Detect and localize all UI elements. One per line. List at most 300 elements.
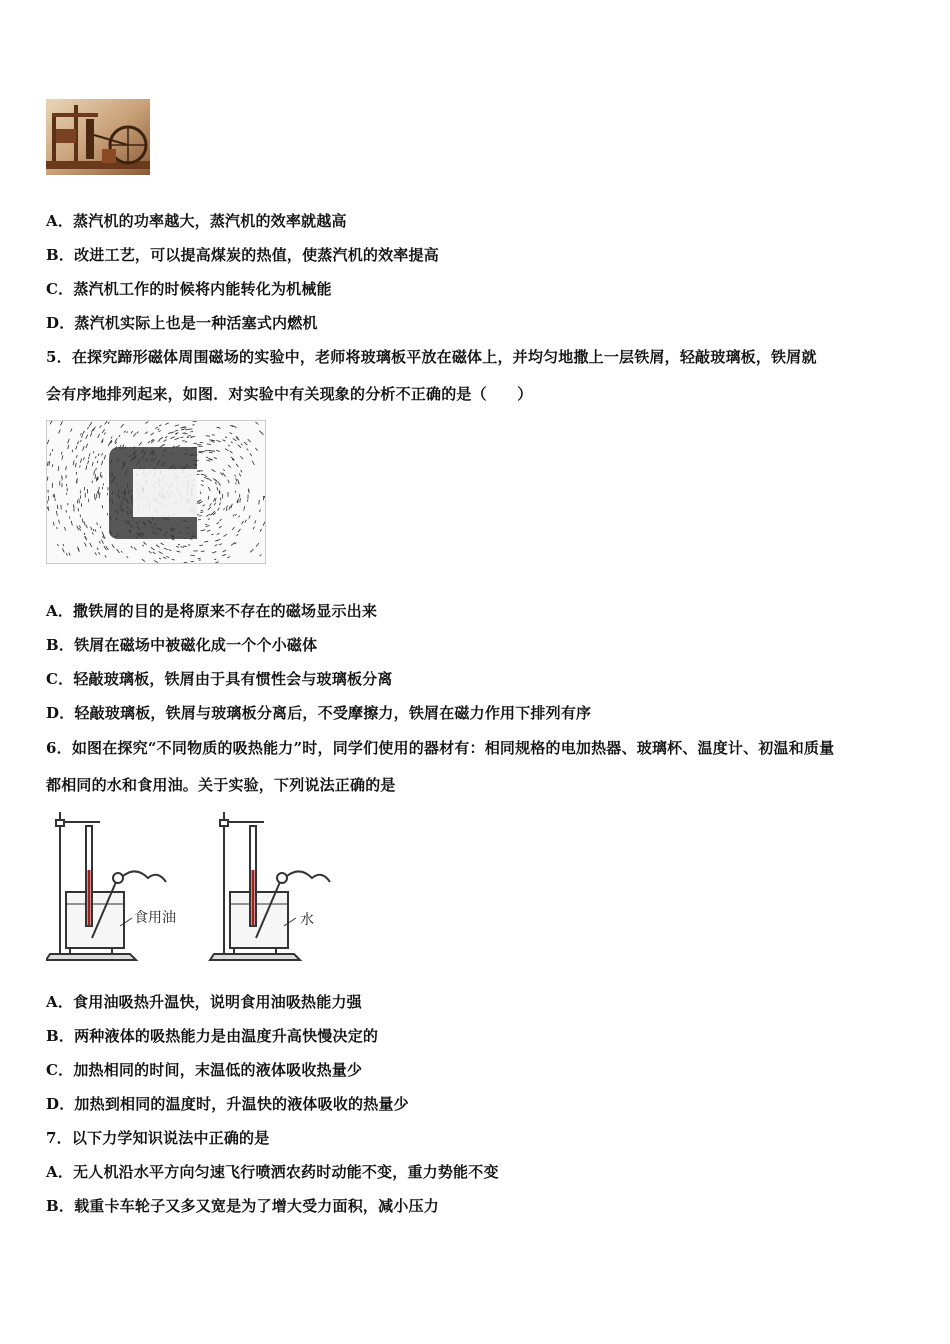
iron-filing bbox=[253, 527, 255, 530]
heating-apparatus-image bbox=[46, 808, 336, 966]
iron-filing bbox=[249, 515, 250, 518]
iron-filing bbox=[240, 456, 243, 459]
q5-option-b: B．铁屑在磁场中被磁化成一个个小磁体 bbox=[46, 636, 318, 654]
iron-filing bbox=[176, 433, 179, 434]
iron-filing bbox=[84, 533, 85, 535]
iron-filing bbox=[97, 548, 98, 550]
iron-filing bbox=[97, 461, 98, 463]
iron-filing bbox=[215, 562, 218, 563]
iron-filing bbox=[260, 509, 261, 512]
iron-filing bbox=[104, 455, 106, 459]
iron-filing bbox=[57, 527, 58, 529]
iron-filing bbox=[88, 457, 89, 459]
q6-option-c: C．加热相同的时间，末温低的液体吸收热量少 bbox=[46, 1061, 363, 1079]
iron-filing bbox=[227, 556, 230, 558]
iron-filing bbox=[207, 444, 211, 445]
iron-filing bbox=[159, 430, 161, 431]
iron-filing bbox=[90, 433, 92, 436]
iron-filing bbox=[208, 487, 210, 491]
iron-filing bbox=[244, 506, 245, 510]
iron-filing bbox=[169, 550, 172, 551]
iron-filing bbox=[248, 439, 251, 442]
iron-filing bbox=[158, 440, 160, 442]
iron-filing bbox=[250, 453, 252, 456]
iron-filing bbox=[220, 519, 222, 521]
iron-filing bbox=[208, 519, 210, 520]
iron-filing bbox=[103, 536, 104, 538]
iron-filing bbox=[142, 545, 144, 547]
iron-filing bbox=[102, 429, 104, 433]
iron-filing bbox=[172, 559, 175, 560]
q4-option-d: D．蒸汽机实际上也是一种活塞式内燃机 bbox=[46, 314, 318, 332]
iron-filing bbox=[164, 548, 167, 550]
iron-filing bbox=[99, 552, 101, 554]
iron-filing bbox=[71, 429, 73, 432]
iron-filing bbox=[95, 474, 96, 479]
iron-filing bbox=[252, 461, 254, 465]
iron-filing bbox=[139, 442, 142, 446]
iron-filing bbox=[201, 485, 204, 486]
iron-filing bbox=[95, 529, 96, 531]
iron-filing bbox=[104, 432, 105, 434]
q4-option-b: B．改进工艺，可以提高煤炭的热值，使蒸汽机的效率提高 bbox=[46, 246, 439, 264]
iron-filing bbox=[235, 475, 236, 477]
iron-filing bbox=[216, 440, 220, 442]
iron-filing bbox=[176, 551, 180, 552]
iron-filing bbox=[92, 462, 93, 466]
iron-filing bbox=[93, 451, 94, 453]
iron-filing bbox=[49, 461, 50, 466]
iron-filing bbox=[105, 421, 107, 424]
iron-filing bbox=[115, 438, 118, 442]
iron-filing bbox=[200, 492, 201, 494]
iron-filing bbox=[119, 435, 120, 437]
iron-filing bbox=[259, 430, 262, 432]
water-label: 水 bbox=[300, 912, 314, 928]
iron-filing bbox=[219, 544, 222, 545]
q5-stem-line2: 会有序地排列起来，如图．对实验中有关现象的分析不正确的是（ ） bbox=[46, 385, 533, 403]
iron-filing bbox=[48, 506, 49, 510]
iron-filing bbox=[86, 444, 88, 448]
iron-filing bbox=[83, 446, 85, 451]
iron-filing bbox=[90, 543, 92, 547]
iron-filing bbox=[105, 555, 106, 557]
iron-filing bbox=[59, 520, 60, 524]
iron-filing bbox=[212, 435, 215, 436]
iron-filing bbox=[163, 557, 166, 558]
iron-filing bbox=[236, 464, 238, 467]
iron-filing bbox=[95, 456, 96, 458]
iron-filing bbox=[161, 543, 164, 545]
iron-filing bbox=[260, 529, 261, 532]
iron-filing bbox=[102, 505, 103, 508]
iron-filing bbox=[240, 498, 241, 502]
iron-filing bbox=[92, 532, 93, 534]
iron-filing bbox=[236, 438, 239, 440]
iron-filing bbox=[213, 478, 215, 480]
iron-filing bbox=[183, 546, 186, 547]
iron-filing bbox=[178, 544, 180, 545]
iron-filing bbox=[83, 457, 84, 460]
iron-filing bbox=[121, 551, 122, 553]
iron-filing bbox=[222, 554, 226, 556]
iron-filing bbox=[255, 520, 256, 523]
iron-filing bbox=[133, 433, 136, 437]
iron-filing bbox=[80, 528, 81, 531]
iron-filing bbox=[73, 461, 74, 466]
iron-filing bbox=[230, 433, 233, 434]
iron-filing bbox=[84, 521, 85, 525]
q6-option-b: B．两种液体的吸热能力是由温度升高快慢决定的 bbox=[46, 1027, 379, 1045]
iron-filing bbox=[61, 452, 62, 455]
q6-option-a: A．食用油吸热升温快，说明食用油吸热能力强 bbox=[46, 993, 362, 1011]
iron-filing bbox=[238, 529, 241, 532]
iron-filing bbox=[182, 427, 186, 428]
iron-filing bbox=[72, 450, 73, 453]
iron-filing bbox=[206, 525, 210, 527]
magnet-filings-image bbox=[46, 420, 266, 564]
iron-filing bbox=[235, 514, 236, 516]
iron-filing bbox=[185, 429, 189, 430]
iron-filing bbox=[97, 522, 98, 525]
iron-filing bbox=[209, 452, 213, 453]
iron-filing bbox=[126, 431, 127, 433]
iron-filing bbox=[216, 450, 219, 452]
iron-filing bbox=[56, 511, 57, 516]
iron-filing bbox=[228, 445, 230, 446]
iron-filing bbox=[63, 544, 64, 546]
iron-filing bbox=[62, 548, 64, 552]
iron-filing bbox=[171, 432, 174, 433]
iron-filing bbox=[86, 435, 88, 439]
iron-filing bbox=[233, 514, 234, 516]
iron-filing bbox=[216, 522, 218, 524]
iron-filing bbox=[145, 432, 147, 434]
q6-stem-line1: 6．如图在探究“不同物质的吸热能力”时，同学们使用的器材有：相同规格的电加热器、玻璃杯、温度计、初温和质量 bbox=[46, 739, 835, 757]
iron-filing bbox=[263, 522, 265, 526]
iron-filing bbox=[68, 439, 70, 444]
iron-filing bbox=[255, 448, 257, 451]
iron-filing bbox=[112, 544, 114, 548]
iron-filing bbox=[225, 437, 227, 438]
iron-filing bbox=[215, 479, 217, 482]
iron-filing bbox=[111, 436, 112, 438]
iron-filing bbox=[180, 437, 183, 438]
iron-filing bbox=[202, 505, 204, 507]
iron-filing bbox=[137, 432, 139, 434]
iron-filing bbox=[154, 561, 158, 563]
iron-filing bbox=[201, 510, 203, 511]
iron-filing bbox=[199, 516, 202, 517]
iron-filing bbox=[127, 556, 129, 558]
q5-option-d: D．轻敲玻璃板，铁屑与玻璃板分离后，不受摩擦力，铁屑在磁力作用下排列有序 bbox=[46, 704, 592, 722]
iron-filing bbox=[201, 480, 204, 481]
q7-option-a: A．无人机沿水平方向匀速飞行喷洒农药时动能不变，重力势能不变 bbox=[46, 1163, 499, 1181]
iron-filing bbox=[82, 519, 83, 523]
iron-filing bbox=[231, 504, 232, 508]
iron-filing bbox=[93, 529, 94, 531]
iron-filing bbox=[225, 449, 229, 451]
iron-filing bbox=[62, 455, 63, 459]
iron-filing bbox=[236, 436, 239, 438]
iron-filing bbox=[212, 451, 215, 452]
iron-filing bbox=[233, 438, 237, 440]
iron-filing bbox=[99, 541, 100, 543]
iron-filing bbox=[245, 520, 247, 523]
iron-filing bbox=[124, 431, 126, 433]
iron-filing bbox=[88, 460, 89, 464]
iron-filing bbox=[151, 547, 155, 550]
iron-filing bbox=[204, 477, 208, 479]
iron-filing bbox=[165, 436, 168, 437]
iron-filing bbox=[185, 441, 187, 442]
iron-filing bbox=[165, 423, 168, 425]
iron-filing bbox=[102, 453, 103, 455]
iron-filing bbox=[238, 479, 239, 483]
iron-filing bbox=[215, 482, 216, 484]
iron-filing bbox=[224, 508, 225, 510]
iron-filing bbox=[121, 424, 124, 428]
iron-filing bbox=[76, 455, 77, 458]
iron-filing bbox=[123, 444, 124, 446]
iron-filing bbox=[86, 465, 87, 470]
iron-filing bbox=[159, 437, 163, 440]
iron-filing bbox=[144, 542, 146, 544]
iron-filing bbox=[223, 550, 227, 552]
iron-filing bbox=[80, 433, 81, 435]
iron-filing bbox=[256, 422, 259, 424]
iron-filing bbox=[208, 507, 211, 510]
iron-filing bbox=[211, 534, 213, 535]
iron-filing bbox=[68, 445, 69, 449]
iron-filing bbox=[47, 461, 48, 465]
q4-option-c: C．蒸汽机工作的时候将内能转化为机械能 bbox=[46, 280, 332, 298]
q5-stem-line1: 5．在探究蹄形磁体周围磁场的实验中，老师将玻璃板平放在磁体上，并均匀地撒上一层铁屑，轻敲玻璃板，铁屑就 bbox=[46, 348, 817, 366]
iron-filing bbox=[95, 552, 97, 555]
iron-filing bbox=[200, 512, 203, 513]
iron-filing bbox=[89, 422, 92, 426]
iron-filing bbox=[145, 421, 148, 423]
iron-filing bbox=[175, 430, 178, 431]
iron-filing bbox=[107, 513, 108, 515]
iron-filing bbox=[77, 441, 78, 444]
iron-filing bbox=[250, 549, 253, 552]
iron-filing bbox=[51, 420, 53, 422]
iron-filing bbox=[155, 427, 158, 429]
iron-filing bbox=[175, 425, 179, 426]
iron-filing bbox=[78, 508, 79, 511]
iron-filing bbox=[166, 556, 169, 557]
iron-filing bbox=[59, 430, 61, 434]
iron-filing bbox=[175, 438, 180, 440]
iron-filing bbox=[98, 453, 99, 456]
iron-filing bbox=[201, 474, 206, 475]
iron-filing bbox=[239, 516, 240, 518]
iron-filing bbox=[239, 473, 240, 476]
steam-engine-image bbox=[46, 99, 150, 175]
iron-filing bbox=[230, 451, 233, 453]
iron-filing bbox=[182, 441, 185, 442]
iron-filing bbox=[61, 505, 62, 510]
iron-filing bbox=[211, 440, 215, 441]
iron-filing bbox=[80, 525, 81, 528]
q7-stem: 7．以下力学知识说法中正确的是 bbox=[46, 1129, 270, 1147]
iron-filing bbox=[168, 432, 171, 434]
iron-filing bbox=[101, 461, 102, 466]
iron-filing bbox=[223, 440, 226, 441]
iron-filing bbox=[201, 530, 206, 531]
iron-filing bbox=[142, 559, 145, 561]
iron-filing bbox=[215, 545, 218, 546]
iron-filing bbox=[100, 425, 102, 428]
iron-filing bbox=[208, 496, 209, 500]
iron-filing bbox=[66, 553, 67, 555]
iron-filing bbox=[211, 441, 214, 442]
iron-filing bbox=[208, 478, 212, 481]
iron-filing bbox=[76, 446, 77, 450]
iron-filing bbox=[58, 466, 59, 471]
iron-filing bbox=[66, 466, 67, 470]
iron-filing bbox=[214, 559, 216, 560]
iron-filing bbox=[89, 453, 90, 456]
iron-filing bbox=[182, 433, 185, 434]
iron-filing bbox=[207, 530, 210, 531]
iron-filing bbox=[108, 443, 110, 447]
iron-filing bbox=[223, 473, 226, 477]
iron-filing bbox=[229, 506, 231, 510]
iron-filing bbox=[217, 533, 220, 534]
iron-filing bbox=[53, 522, 54, 526]
iron-filing bbox=[241, 444, 243, 446]
iron-filing bbox=[206, 457, 208, 458]
iron-filing bbox=[238, 498, 239, 503]
iron-filing bbox=[219, 502, 220, 505]
iron-filing bbox=[236, 478, 237, 481]
iron-filing bbox=[159, 558, 161, 559]
iron-filing bbox=[164, 440, 167, 442]
iron-filing bbox=[219, 526, 222, 528]
iron-filing bbox=[65, 527, 66, 530]
iron-filing bbox=[242, 521, 244, 524]
iron-filing bbox=[91, 527, 92, 530]
iron-filing bbox=[80, 515, 81, 518]
iron-filing bbox=[212, 469, 216, 471]
iron-filing bbox=[131, 431, 133, 433]
iron-filing bbox=[215, 498, 216, 501]
iron-filing bbox=[77, 526, 78, 528]
iron-filing bbox=[75, 463, 76, 467]
iron-filing bbox=[47, 440, 48, 444]
iron-filing bbox=[259, 500, 260, 505]
iron-filing bbox=[244, 442, 248, 445]
iron-filing bbox=[231, 442, 233, 443]
iron-filing bbox=[214, 498, 215, 502]
iron-filing bbox=[214, 503, 215, 506]
iron-filing bbox=[134, 547, 136, 550]
iron-filing bbox=[69, 553, 70, 556]
iron-filing bbox=[228, 465, 231, 468]
iron-filing bbox=[260, 554, 262, 556]
iron-filing bbox=[217, 427, 219, 428]
q6-stem-line2: 都相同的水和食用油。关于实验，下列说法正确的是 bbox=[46, 776, 396, 794]
iron-filing bbox=[159, 425, 161, 426]
iron-filing bbox=[224, 534, 227, 537]
iron-filing bbox=[60, 421, 62, 425]
iron-filing bbox=[131, 546, 133, 548]
q5-option-c: C．轻敲玻璃板，铁屑由于具有惯性会与玻璃板分离 bbox=[46, 670, 393, 688]
iron-filing bbox=[86, 525, 87, 528]
q6-option-d: D．加热到相同的温度时，升温快的液体吸收的热量少 bbox=[46, 1095, 409, 1113]
iron-filing bbox=[82, 431, 84, 435]
iron-filing bbox=[205, 524, 207, 525]
iron-filing bbox=[50, 453, 51, 456]
iron-filing bbox=[206, 460, 210, 461]
iron-filing bbox=[220, 498, 221, 501]
iron-filing bbox=[206, 436, 210, 437]
iron-filing bbox=[149, 551, 152, 553]
iron-filing bbox=[159, 551, 163, 553]
iron-filing bbox=[236, 482, 237, 484]
iron-filing bbox=[153, 552, 156, 554]
iron-filing bbox=[101, 540, 103, 544]
iron-filing bbox=[181, 429, 184, 430]
q4-option-a: A．蒸汽机的功率越大，蒸汽机的效率就越高 bbox=[46, 212, 347, 230]
iron-filing bbox=[208, 450, 212, 451]
iron-filing bbox=[214, 457, 217, 458]
iron-filing bbox=[148, 441, 150, 443]
iron-filing bbox=[228, 480, 230, 484]
iron-filing bbox=[117, 549, 120, 553]
q7-option-b: B．载重卡车轮子又多又宽是为了增大受力面积，减小压力 bbox=[46, 1197, 439, 1215]
iron-filing bbox=[176, 546, 179, 547]
iron-filing bbox=[205, 450, 208, 451]
iron-filing bbox=[261, 433, 263, 435]
iron-filing bbox=[218, 508, 220, 511]
iron-filing bbox=[158, 429, 160, 430]
iron-filing bbox=[212, 552, 216, 553]
iron-filing bbox=[237, 534, 239, 536]
iron-filing bbox=[96, 468, 97, 471]
iron-filing bbox=[205, 476, 207, 477]
iron-filing bbox=[100, 526, 101, 528]
iron-filing bbox=[204, 541, 208, 542]
iron-filing bbox=[206, 514, 210, 517]
iron-filing bbox=[81, 435, 82, 438]
iron-filing bbox=[238, 445, 241, 448]
iron-filing bbox=[80, 440, 81, 442]
iron-filing bbox=[218, 482, 220, 486]
iron-filing bbox=[115, 442, 116, 444]
iron-filing bbox=[217, 487, 218, 490]
iron-filing bbox=[58, 544, 59, 546]
iron-filing bbox=[180, 547, 183, 548]
iron-filing bbox=[171, 437, 175, 439]
q5-option-a: A．撒铁屑的目的是将原来不存在的磁场显示出来 bbox=[46, 602, 378, 620]
iron-filing bbox=[71, 521, 72, 526]
iron-filing bbox=[80, 459, 81, 463]
iron-filing bbox=[151, 433, 154, 436]
iron-filing bbox=[247, 449, 249, 451]
iron-filing bbox=[184, 433, 187, 434]
iron-filing bbox=[52, 449, 53, 451]
iron-filing bbox=[87, 427, 88, 429]
iron-filing bbox=[256, 543, 259, 547]
iron-filing bbox=[84, 543, 86, 547]
iron-filing bbox=[94, 470, 95, 474]
oil-label: 食用油 bbox=[134, 910, 176, 926]
iron-filing bbox=[78, 527, 79, 530]
iron-filing bbox=[241, 470, 242, 472]
